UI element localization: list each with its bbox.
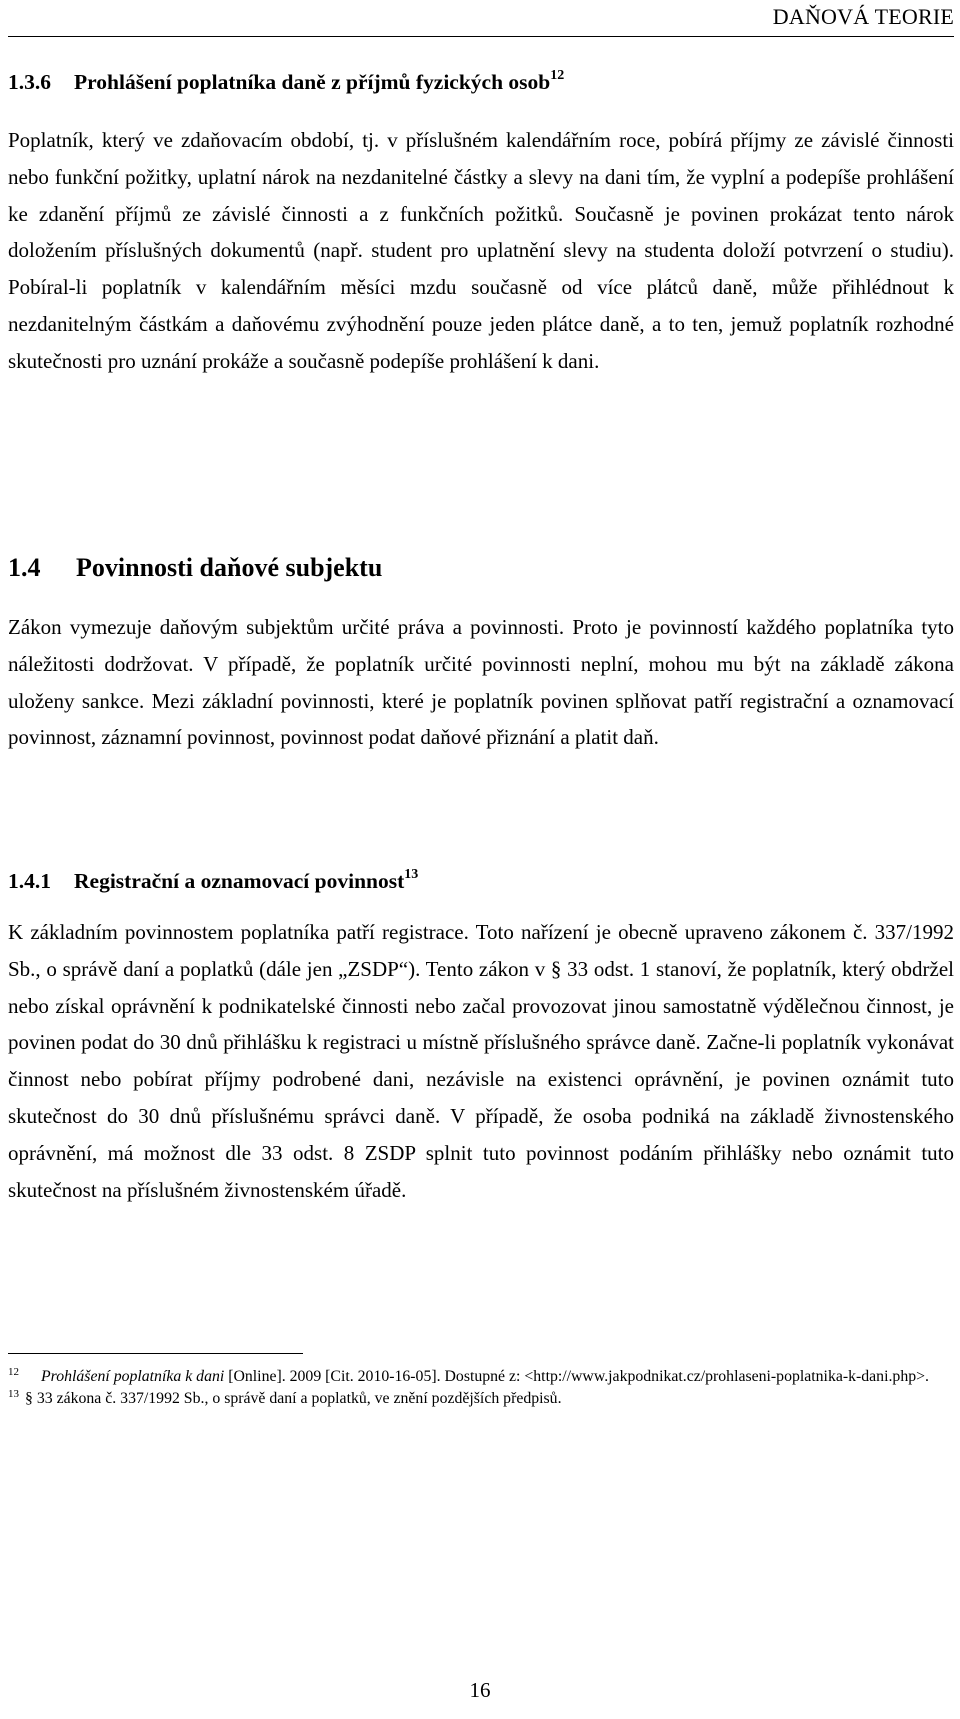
section-title: Registrační a oznamovací povinnost bbox=[74, 869, 405, 893]
footnote-marker: 12 bbox=[8, 1366, 19, 1378]
footnote-13 bbox=[8, 1388, 954, 1410]
footnote-text: § 33 zákona č. 337/1992 Sb., o správě daní a poplatků, ve znění pozdějších předpisů. bbox=[25, 1390, 562, 1407]
section-1-4 bbox=[8, 553, 954, 583]
section-number: 1.4 bbox=[8, 553, 41, 582]
footnote-source-title: Prohlášení poplatníka k dani bbox=[41, 1368, 225, 1385]
paragraph: Zákon vymezuje daňovým subjektům určité práva a povinnosti. Proto je povinností každého poplatníka tyto náležitosti dodržovat. V případě, že poplatník určité povinnosti neplní, mohou mu být na základě zákona uloženy sankce. Mezi základní povinnosti, které je poplatník povinen splňovat patří registrační a oznamovací povinnost, záznamní povinnost, povinnost podat daňové přiznání a platit daň. bbox=[8, 615, 954, 750]
paragraph-1-4-1 bbox=[8, 914, 954, 1208]
section-number: 1.4.1 bbox=[8, 869, 51, 893]
footnote-separator bbox=[8, 1353, 303, 1354]
section-heading bbox=[8, 553, 954, 583]
footnote-text: [Online]. 2009 [Cit. 2010-16-05]. Dostupné z: bbox=[228, 1368, 521, 1385]
page-number: 16 bbox=[469, 1678, 491, 1702]
paragraph: Poplatník, který ve zdaňovacím období, tj. v příslušném kalendářním roce, pobírá příjmy ze závislé činnosti nebo funkční požitky, uplatní nárok na nezdanitelné částky a slevy na dani tím, že vyplní a podepíše prohlášení ke zdanění příjmů ze závislé činnosti a z funkčních požitků. Současně je povinen prokázat tento nárok doložením příslušných dokumentů (např. student pro uplatnění slevy na studenta doloží potvrzení o studiu). Pobíral-li poplatník v kalendářním měsíci mzdu současně od více plátců daně, může přihlédnout k nezdanitelným částkám a daňovému zvýhodnění pouze jeden plátce daně, a to ten, jemuž poplatník rozhodné skutečnosti pro uznání prokáže a současně podepíše prohlášení k dani. bbox=[8, 128, 954, 373]
footnote-12 bbox=[8, 1366, 954, 1388]
header-rule bbox=[8, 36, 954, 37]
footnote-url[interactable]: <http://www.jakpodnikat.cz/prohlaseni-poplatnika-k-dani.php>. bbox=[524, 1368, 929, 1385]
section-heading bbox=[8, 869, 954, 894]
section-title: Prohlášení poplatníka daně z příjmů fyzických osob bbox=[74, 70, 551, 94]
footnote-ref-13[interactable]: 13 bbox=[404, 867, 419, 882]
footnote-ref-12[interactable]: 12 bbox=[550, 68, 565, 83]
section-number: 1.3.6 bbox=[8, 70, 51, 94]
paragraph-1-3-6 bbox=[8, 122, 954, 380]
section-1-3-6 bbox=[8, 70, 954, 95]
footnote-marker: 13 bbox=[8, 1388, 19, 1400]
paragraph-1-4 bbox=[8, 609, 954, 756]
section-heading bbox=[8, 70, 954, 95]
running-header: DAŇOVÁ TEORIE bbox=[772, 4, 954, 29]
footnotes bbox=[8, 1366, 954, 1410]
paragraph: K základním povinnostem poplatníka patří registrace. Toto nařízení je obecně upraveno zákonem č. 337/1992 Sb., o správě daní a poplatků (dále jen „ZSDP“). Tento zákon v § 33 odst. 1 stanoví, že poplatník, který obdržel nebo získal oprávnění k podnikatelské činnosti nebo začal provozovat jinou samostatně výdělečnou činnost, je povinen podat do 30 dnů přihlášku k registraci u místně příslušného správce daně. Začne-li poplatník vykonávat činnost nebo pobírat příjmy podrobené dani, nezávisle na existenci oprávnění, je povinen oznámit tuto skutečnost do 30 dnů příslušnému správci daně. V případě, že osoba podniká na základě živnostenského oprávnění, má možnost dle 33 odst. 8 ZSDP splnit tuto povinnost podáním přihlášky nebo oznámit tuto skutečnost na příslušném živnostenském úřadě. bbox=[8, 920, 954, 1202]
section-1-4-1 bbox=[8, 869, 954, 894]
section-title: Povinnosti daňové subjektu bbox=[76, 553, 383, 582]
